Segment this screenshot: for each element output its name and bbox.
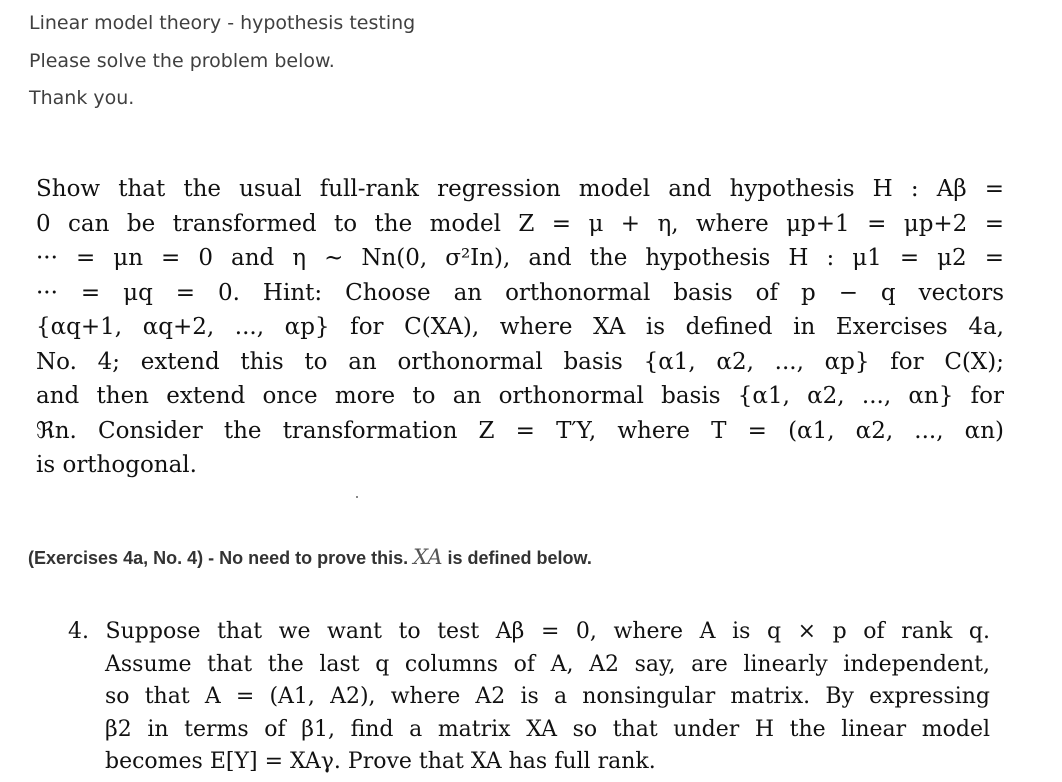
problem-line-8-text: ℜn. Consider the transformation Z = T′Y, where T = (α1, α2, ..., αn) (36, 417, 1004, 444)
reference-note-after: is defined below. (442, 548, 592, 568)
exercise-line-5 (68, 746, 990, 779)
reference-note-before: (Exercises 4a, No. 4) - No need to prove this. (28, 548, 414, 568)
exercise-line-2 (68, 649, 990, 682)
problem-line-6 (36, 345, 1004, 380)
stray-dot (356, 496, 358, 498)
problem-line-1-text: Show that the usual full-rank regression model and hypothesis H : Aβ = (36, 176, 1004, 202)
exercise-line-1 (68, 616, 990, 649)
exercise-line-4 (68, 714, 990, 747)
intro-title: Linear model theory - hypothesis testing (29, 12, 416, 34)
problem-line-4 (36, 276, 1004, 311)
problem-line-3-text: ··· = μn = 0 and η ~ Nn(0, σ²In), and the hypothesis H : μ1 = μ2 = (36, 245, 1004, 271)
problem-line-7 (36, 379, 1004, 414)
problem-line-1 (36, 172, 1004, 207)
problem-line-4-text: ··· = μq = 0. Hint: Choose an orthonormal basis of p − q vectors (36, 279, 1004, 306)
reference-note (28, 545, 592, 569)
problem-line-9 (36, 448, 1004, 483)
exercise-line-3 (68, 681, 990, 714)
exercise-line-5-text: becomes E[Y] = XAγ. Prove that XA has full rank. (105, 749, 656, 774)
exercise-line-1-text: 4. Suppose that we want to test Aβ = 0, where A is q × p of rank q. (68, 619, 990, 644)
problem-line-8 (36, 414, 1004, 449)
intro-request: Please solve the problem below. (29, 50, 335, 72)
problem-line-9-text: is orthogonal. (36, 452, 197, 478)
problem-line-5 (36, 310, 1004, 345)
problem-line-3 (36, 241, 1004, 276)
problem-line-7-text: and then extend once more to an orthonormal basis {α1, α2, ..., αn} for (36, 383, 1004, 409)
problem-line-2 (36, 207, 1004, 242)
problem-statement (36, 172, 1004, 483)
problem-line-5-text: {αq+1, αq+2, ..., αp} for C(XA), where XA is defined in Exercises 4a, (36, 314, 1004, 340)
exercise-line-2-text: Assume that the last q columns of A, A2 say, are linearly independent, (105, 651, 990, 677)
xa-symbol: XA (413, 545, 443, 569)
problem-line-2-text: 0 can be transformed to the model Z = μ + η, where μp+1 = μp+2 = (36, 210, 1004, 237)
exercise-4 (68, 616, 990, 779)
problem-line-6-text: No. 4; extend this to an orthonormal basis {α1, α2, ..., αp} for C(X); (36, 348, 1004, 375)
intro-thanks: Thank you. (29, 87, 135, 109)
exercise-line-3-text: so that A = (A1, A2), where A2 is a nonsingular matrix. By expressing (105, 684, 990, 709)
exercise-line-4-text: β2 in terms of β1, find a matrix XA so that under H the linear model (105, 716, 990, 742)
